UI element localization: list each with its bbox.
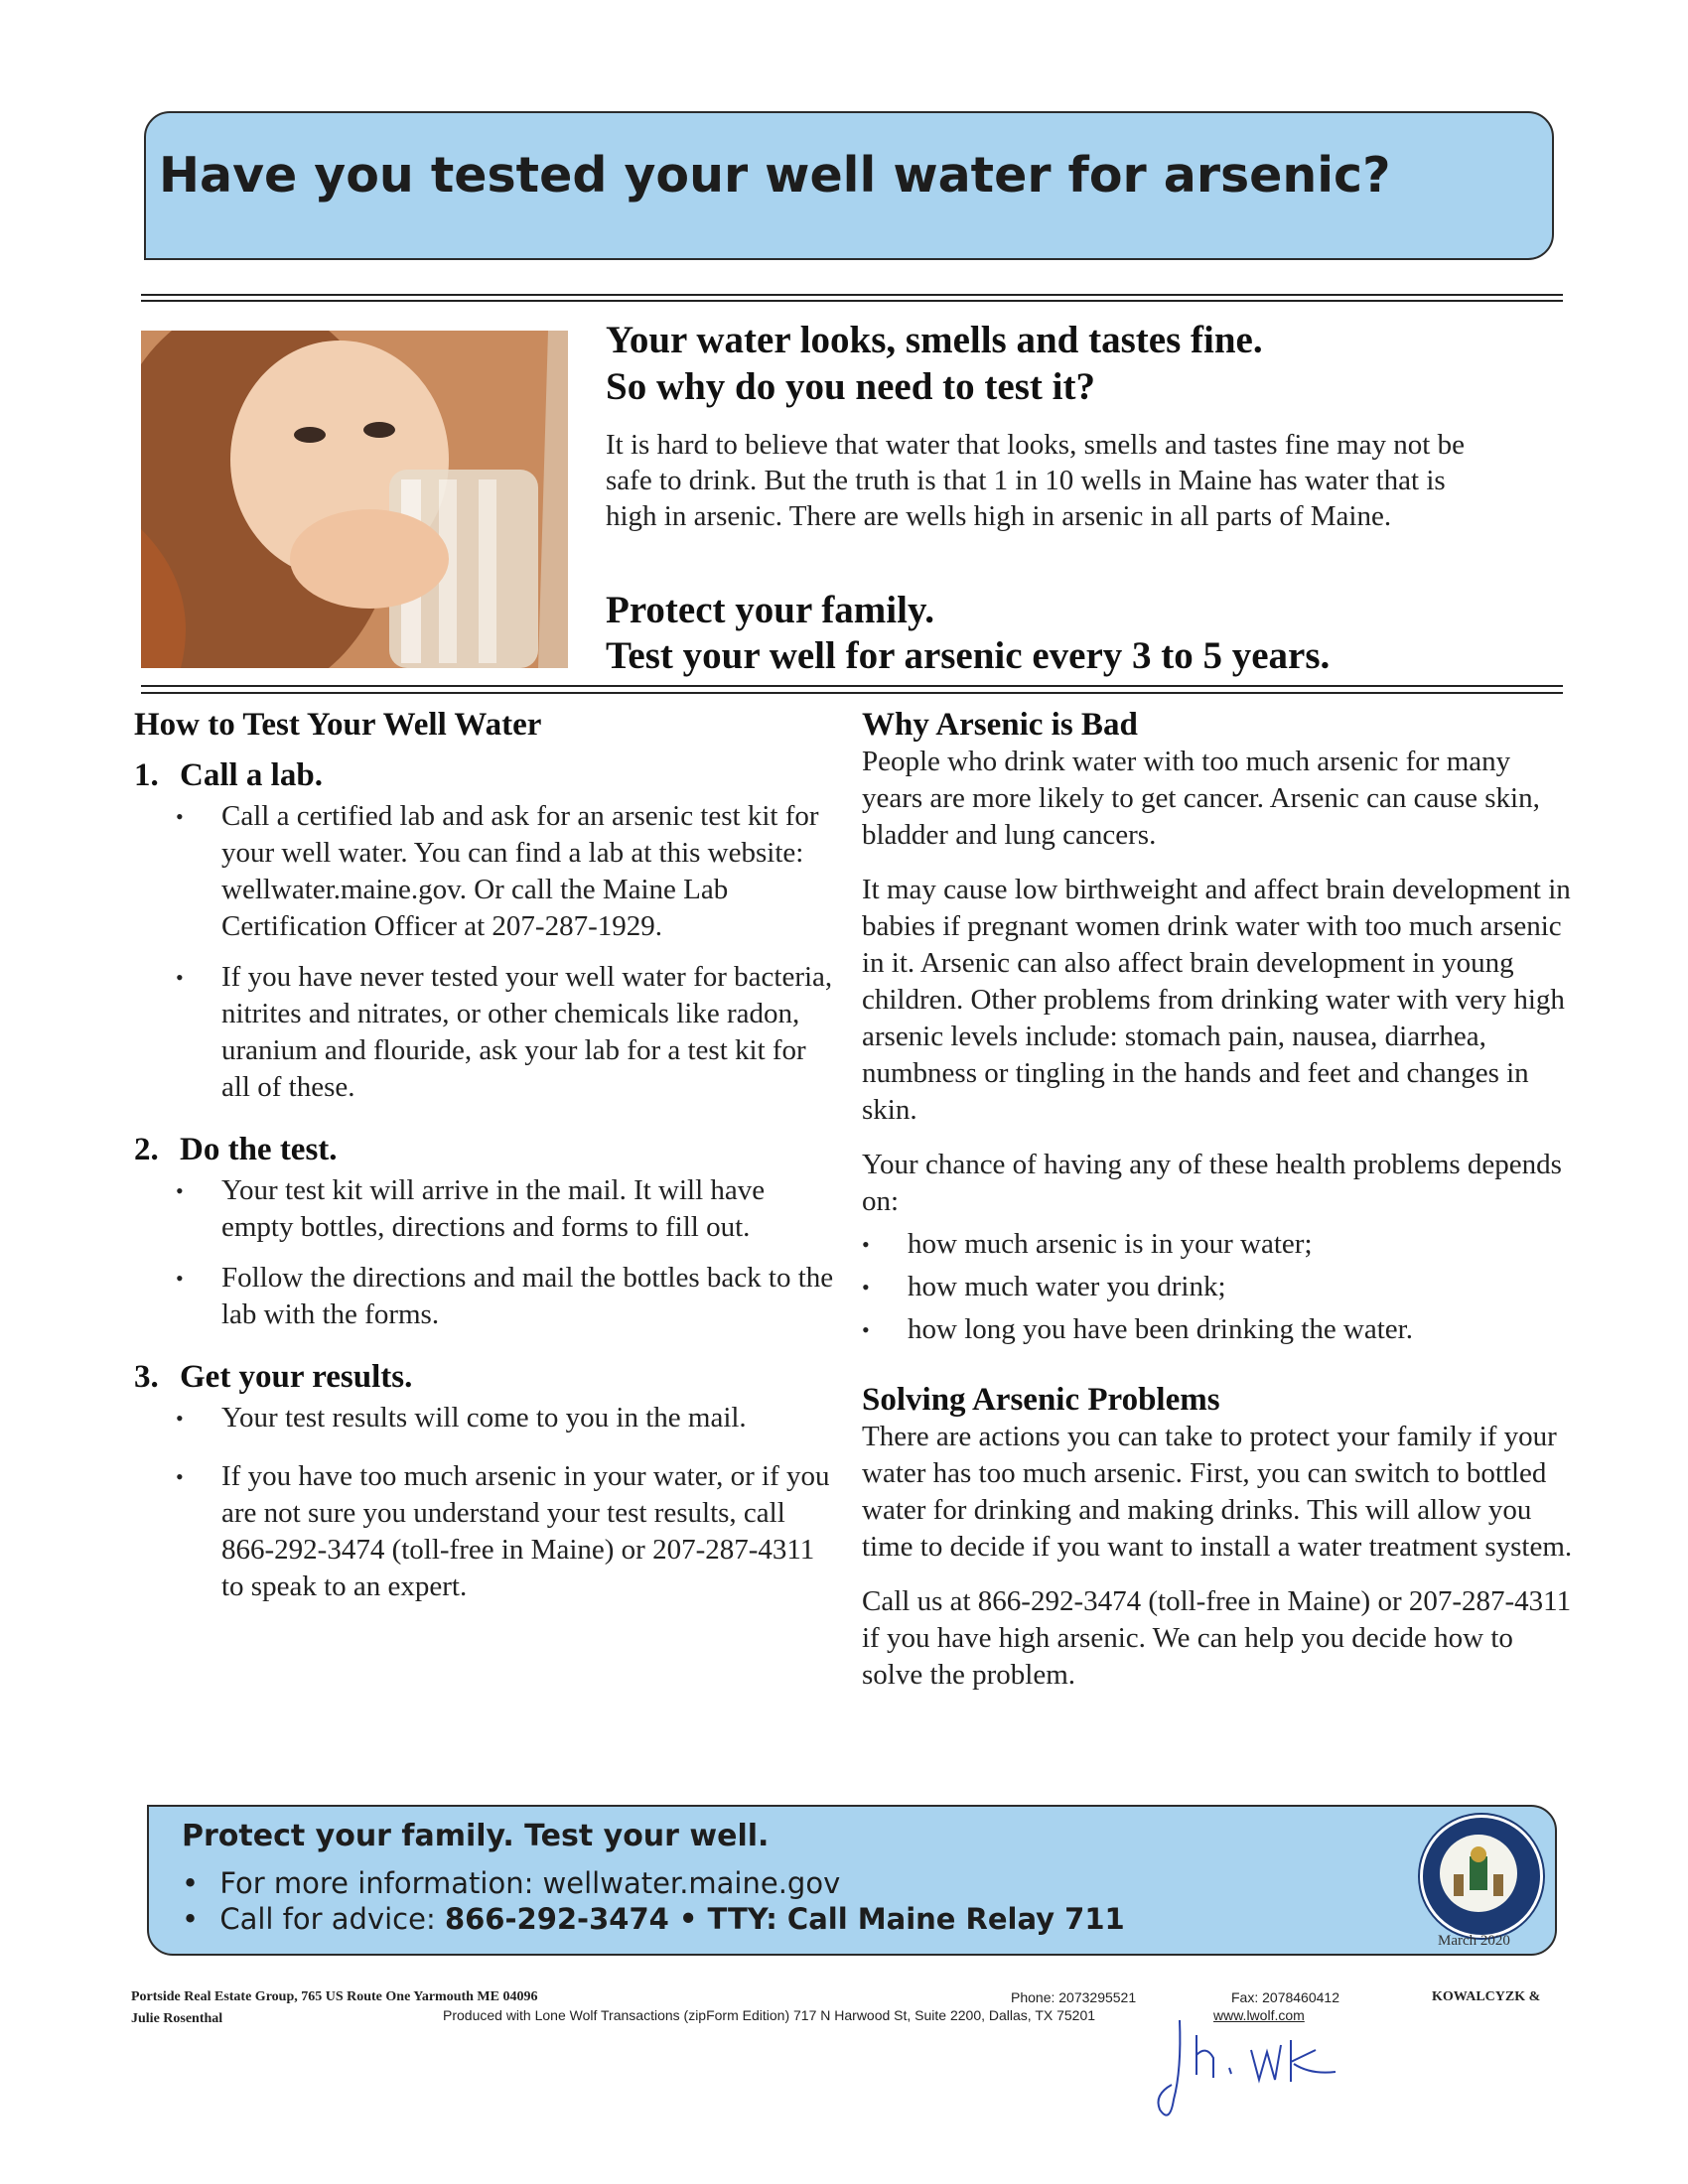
bullet-icon: •	[176, 804, 184, 829]
produced-with: Produced with Lone Wolf Transactions (zipForm Edition) 717 N Harwood St, Suite 2200, Dallas, TX 75201	[443, 2007, 1096, 2023]
how-to-heading: How to Test Your Well Water	[134, 707, 542, 743]
list-item-text: Your test kit will arrive in the mail. It will have empty bottles, directions and forms to fill out.	[221, 1174, 766, 1243]
step-title: Call a lab.	[180, 757, 323, 793]
bullet-icon: •	[182, 1866, 200, 1900]
protect-heading: Protect your family.	[606, 589, 935, 631]
advice-phone: 866-292-3474 • TTY: Call Maine Relay 711	[444, 1902, 1125, 1936]
solving-paragraph-1: There are actions you can take to protect your family if your water has too much arsenic. First, you can switch to bottled water for drinking and making drinks. This will allow you time to decide if you want to install a water treatment system.	[862, 1421, 1573, 1563]
divider	[141, 692, 1563, 694]
divider	[141, 294, 1563, 296]
bullet-icon: •	[862, 1232, 870, 1257]
footer-title: Protect your family. Test your well.	[182, 1819, 770, 1853]
agent-name: Julie Rosenthal	[131, 2011, 223, 2026]
list-item	[176, 959, 839, 1106]
phone-number: Phone: 2073295521	[1011, 1989, 1137, 2005]
step-1-heading	[134, 757, 839, 794]
list-item	[176, 1172, 839, 1246]
list-item-text: how much arsenic is in your water;	[908, 1228, 1313, 1260]
solving-heading: Solving Arsenic Problems	[862, 1382, 1220, 1418]
client-name: KOWALCYZK &	[1432, 1989, 1541, 2004]
seal-date: March 2020	[1438, 1933, 1510, 1949]
step-number: 3.	[134, 1359, 159, 1395]
divider	[141, 300, 1563, 302]
bullet-icon: •	[182, 1902, 200, 1936]
lwolf-link[interactable]: www.lwolf.com	[1213, 2007, 1305, 2023]
step-title: Get your results.	[180, 1359, 413, 1395]
bullet-icon: •	[176, 1464, 184, 1489]
why-bad-heading: Why Arsenic is Bad	[862, 707, 1138, 743]
bullet-icon: •	[176, 1406, 184, 1431]
why-bad-paragraph-3: Your chance of having any of these health problems depends on:	[862, 1149, 1562, 1217]
info-text: For more information: wellwater.maine.gov	[219, 1866, 841, 1900]
list-item-text: If you have too much arsenic in your water, or if you are not sure you understand your test results, call 866-292-3474 (toll-free in Maine) or 207-287-4311 to speak to an expert.	[221, 1460, 830, 1602]
fax-number: Fax: 2078460412	[1231, 1989, 1339, 2005]
list-item	[176, 1458, 839, 1605]
step-3-heading	[134, 1359, 839, 1396]
intro-heading: Your water looks, smells and tastes fine.	[606, 319, 1263, 361]
solving-paragraph-2: Call us at 866-292-3474 (toll-free in Maine) or 207-287-4311 if you have high arsenic. We can help you decide how to solve the problem.	[862, 1585, 1572, 1691]
bullet-icon: •	[176, 1266, 184, 1291]
step-title: Do the test.	[180, 1132, 338, 1167]
bullet-icon: •	[176, 1178, 184, 1203]
how-to-test-section	[134, 707, 839, 1605]
divider	[141, 685, 1563, 687]
step-number: 2.	[134, 1132, 159, 1167]
list-item-text: Your test results will come to you in the mail.	[221, 1402, 747, 1433]
arsenic-info-section	[862, 707, 1577, 1694]
list-item	[176, 798, 839, 945]
info-line	[182, 1866, 840, 1900]
list-item	[176, 1260, 839, 1333]
girl-drinking-water-photo	[141, 331, 568, 668]
list-item-text: Follow the directions and mail the bottles back to the lab with the forms.	[221, 1262, 834, 1330]
why-bad-paragraph-1: People who drink water with too much arsenic for many years are more likely to get cancer. Arsenic can cause skin, bladder and lung cancers.	[862, 746, 1540, 851]
advice-line	[182, 1902, 1125, 1936]
intro-subheading: So why do you need to test it?	[606, 365, 1095, 408]
why-bad-paragraph-2: It may cause low birthweight and affect brain development in babies if pregnant women drink water with too much arsenic in it. Arsenic can also affect brain development in young children. Other problems from drinking water with very high arsenic levels include: stomach pain, nausea, diarrhea, numbness or tingling in the hands and feet and changes in skin.	[862, 874, 1571, 1126]
list-item	[862, 1269, 1577, 1305]
bullet-icon: •	[862, 1275, 870, 1299]
list-item-text: how much water you drink;	[908, 1271, 1226, 1302]
test-frequency-heading: Test your well for arsenic every 3 to 5 years.	[606, 634, 1331, 677]
intro-body: It is hard to believe that water that looks, smells and tastes fine may not be safe to drink. But the truth is that 1 in 10 wells in Maine has water that is high in arsenic. There are wells high in arsenic in all parts of Maine.	[606, 429, 1465, 532]
advice-label: Call for advice:	[219, 1902, 445, 1936]
step-number: 1.	[134, 757, 159, 793]
seal-center	[1440, 1835, 1517, 1912]
page-title: Have you tested your well water for arsenic?	[159, 147, 1391, 204]
list-item-text: how long you have been drinking the water.	[908, 1313, 1413, 1345]
list-item	[862, 1226, 1577, 1263]
bullet-icon: •	[176, 965, 184, 990]
list-item	[862, 1311, 1577, 1348]
company-address: Portside Real Estate Group, 765 US Route One Yarmouth ME 04096	[131, 1989, 538, 2004]
list-item-text: If you have never tested your well water for bacteria, nitrites and nitrates, or other chemicals like radon, uranium and flouride, ask your lab for a test kit for all of these.	[221, 961, 833, 1103]
step-2-heading	[134, 1132, 839, 1168]
handwritten-signature	[1152, 1990, 1370, 2139]
bullet-icon: •	[862, 1317, 870, 1342]
list-item-text: Call a certified lab and ask for an arsenic test kit for your well water. You can find a lab at this website: wellwater.maine.gov. Or call the Maine Lab Certification Officer at 207-287-1929.	[221, 800, 819, 942]
list-item	[176, 1400, 839, 1436]
